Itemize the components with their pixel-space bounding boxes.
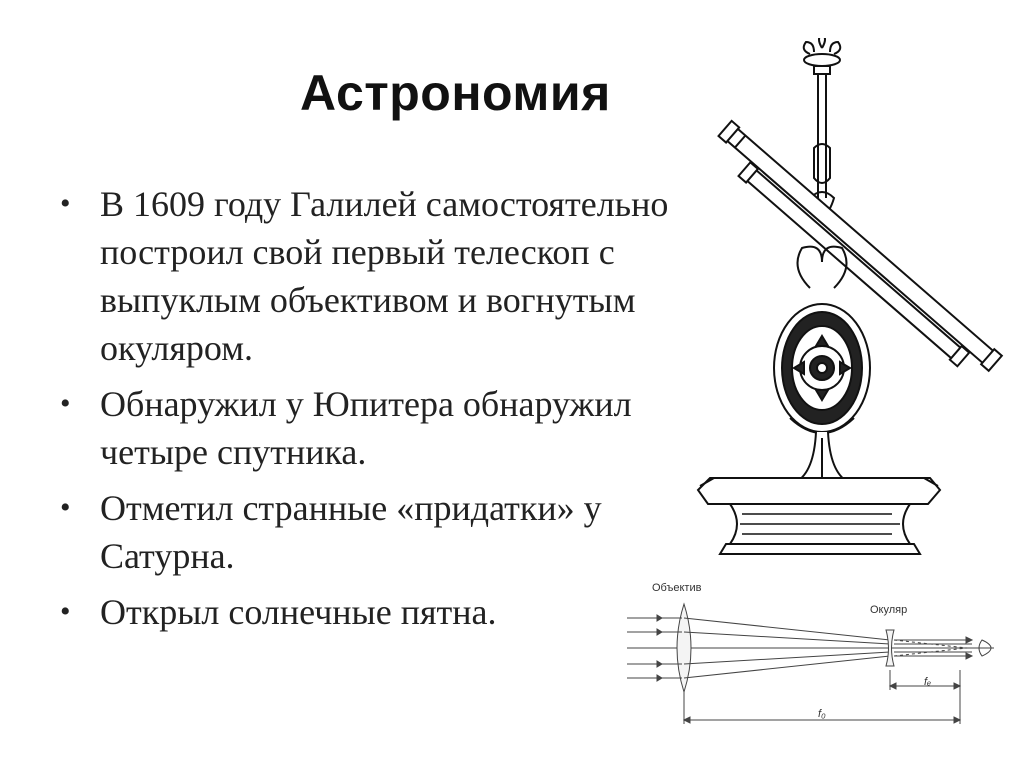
galileo-telescope-illustration [690, 38, 1010, 568]
slide-title: Астрономия [300, 65, 611, 121]
bullet-text: Открыл солнечные пятна. [100, 592, 497, 632]
fo-label: f₀ [818, 708, 826, 720]
bullet-text: Обнаружил у Юпитера обнаружил четыре спутника. [100, 384, 632, 472]
fe-label: fₑ [924, 676, 932, 688]
bullet-list [56, 180, 686, 644]
bullet-dot: • [60, 491, 71, 524]
bullet-item [56, 588, 686, 636]
eyepiece-label: Окуляр [870, 604, 908, 616]
bullet-dot: • [60, 187, 71, 220]
optical-ray-diagram [622, 574, 1022, 764]
bullet-item [56, 380, 686, 476]
bullet-dot: • [60, 387, 71, 420]
bullet-dot: • [60, 595, 71, 628]
bullet-item [56, 484, 686, 580]
bullet-item [56, 180, 686, 372]
objective-label: Объектив [652, 582, 702, 594]
bullet-text: Отметил странные «придатки» у Сатурна. [100, 488, 602, 576]
bullet-text: В 1609 году Галилей самостоятельно построил свой первый телескоп с выпуклым объективом и вогнутым окуляром. [100, 184, 669, 368]
